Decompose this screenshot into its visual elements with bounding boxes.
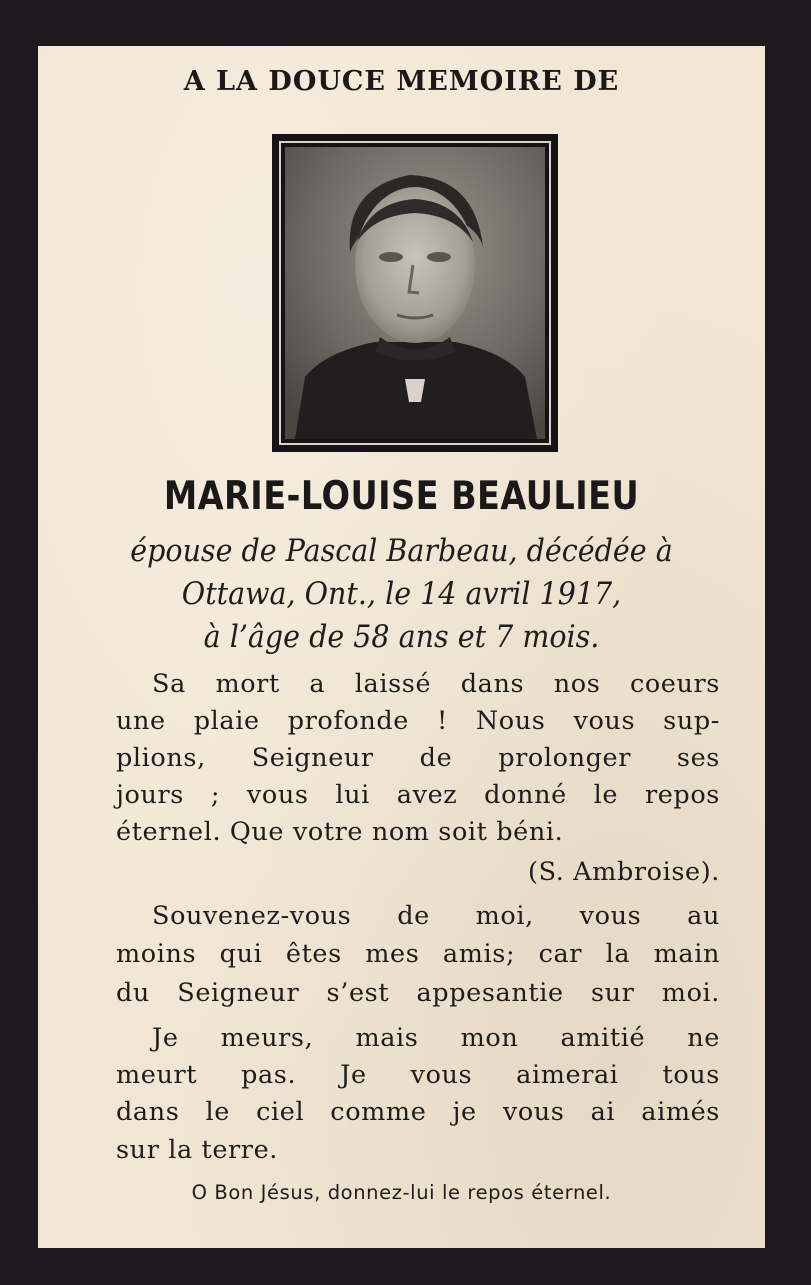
portrait-image (285, 147, 545, 439)
verse-line: Souvenez-vous de moi, vous au (152, 901, 720, 931)
verse-line: une plaie profonde ! Nous vous sup- (116, 706, 720, 736)
verse-line: Sa mort a laissé dans nos coeurs (152, 669, 720, 699)
closing-prayer: O Bon Jésus, donnez-lui le repos éternel. (191, 1181, 612, 1204)
verse-line: éternel. Que votre nom soit béni. (116, 817, 564, 847)
verse-line: Je meurs, mais mon amitié ne (152, 1023, 720, 1053)
deceased-name: MARIE-LOUISE BEAULIEU (163, 474, 640, 519)
verse-line: moins qui êtes mes amis; car la main (116, 939, 720, 969)
details-line: à l’âge de 58 ans et 7 mois. (203, 619, 600, 655)
card-paper (38, 46, 765, 1248)
portrait-frame (272, 134, 558, 452)
details-line: épouse de Pascal Barbeau, décédée à (130, 533, 673, 569)
verse-line: sur la terre. (116, 1135, 278, 1165)
portrait-photo (279, 141, 551, 445)
verse-attribution: (S. Ambroise). (528, 857, 720, 887)
verse-line: du Seigneur s’est appesantie sur moi. (116, 978, 720, 1008)
verse-line: plions, Seigneur de prolonger ses (116, 743, 720, 773)
verse-line: meurt pas. Je vous aimerai tous (116, 1060, 720, 1090)
card-heading: A LA DOUCE MEMOIRE DE (183, 66, 620, 97)
verse-line: dans le ciel comme je vous ai aimés (116, 1097, 720, 1127)
verse-line: jours ; vous lui avez donné le repos (116, 780, 720, 810)
details-line: Ottawa, Ont., le 14 avril 1917, (181, 576, 622, 612)
